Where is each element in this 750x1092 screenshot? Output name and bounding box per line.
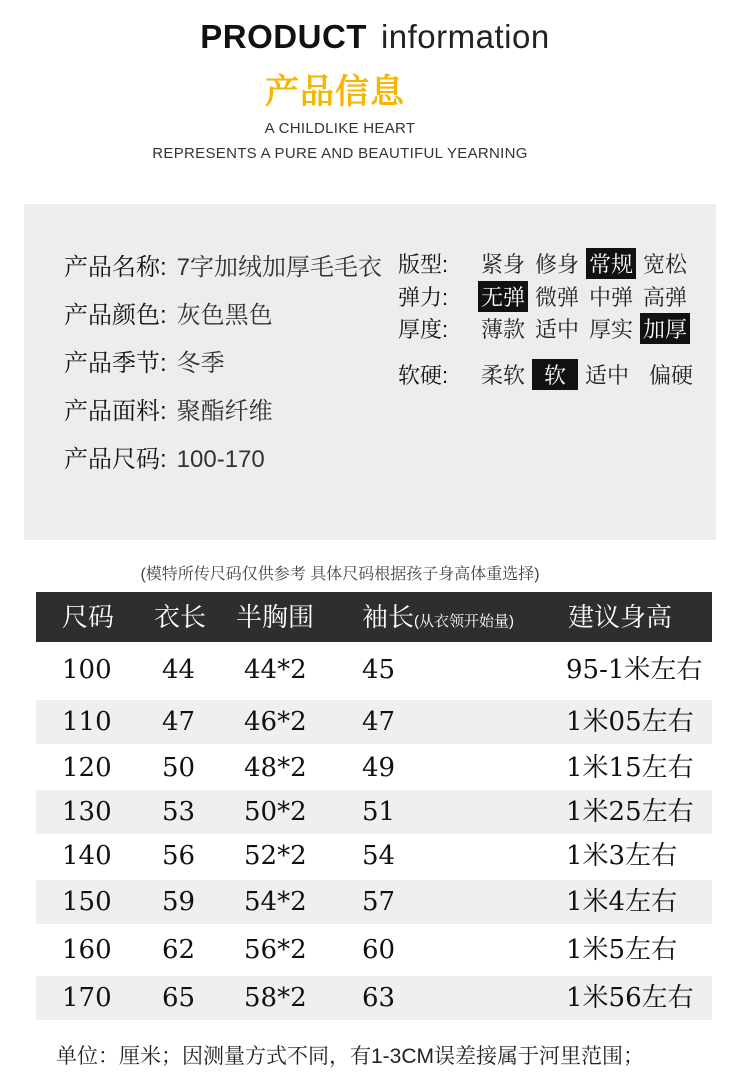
cell-height: 1米15左右 <box>566 753 694 783</box>
info-value: 7字加绒加厚毛毛衣 <box>176 254 383 281</box>
cell-size: 150 <box>62 887 112 917</box>
cell-size: 120 <box>62 753 112 783</box>
info-row-color <box>64 292 382 340</box>
cell-length: 56 <box>162 841 196 871</box>
cell-height: 1米05左右 <box>566 707 694 737</box>
attr-option: 适中 <box>535 316 580 342</box>
attr-option: 薄款 <box>481 316 526 342</box>
cell-height: 1米4左右 <box>566 887 678 917</box>
cell-chest: 58*2 <box>244 983 307 1013</box>
cell-chest: 48*2 <box>244 753 307 783</box>
attr-option: 微弹 <box>535 284 580 310</box>
info-label: 产品季节: <box>64 350 167 377</box>
page-title <box>0 18 750 56</box>
info-row-size <box>64 436 382 484</box>
cell-sleeve: 60 <box>362 935 396 965</box>
info-row-season <box>64 340 382 388</box>
title-chinese: 产品信息 <box>265 73 405 111</box>
cell-height: 1米25左右 <box>566 797 694 827</box>
attr-row-elasticity <box>398 280 700 312</box>
header-chest: 半胸围 <box>236 602 315 632</box>
info-label: 产品名称: <box>64 254 167 281</box>
cell-sleeve: 47 <box>362 707 396 737</box>
table-row <box>36 648 712 692</box>
cell-size: 130 <box>62 797 112 827</box>
header-sleeve <box>362 592 514 642</box>
cell-length: 44 <box>162 655 196 685</box>
attr-label: 版型: <box>398 251 449 277</box>
cell-sleeve: 49 <box>362 753 396 783</box>
cell-size: 170 <box>62 983 112 1013</box>
info-label: 产品尺码: <box>64 446 167 473</box>
table-row <box>36 790 712 834</box>
header-sleeve-label: 袖长 <box>362 602 415 632</box>
title-bold: PRODUCT <box>200 18 367 55</box>
header-height: 建议身高 <box>568 602 673 632</box>
cell-sleeve: 57 <box>362 887 396 917</box>
cell-sleeve: 51 <box>362 797 396 827</box>
info-value: 冬季 <box>176 350 225 377</box>
product-attributes <box>398 246 700 396</box>
attr-row-fit <box>398 246 700 280</box>
attr-option: 柔软 <box>481 362 526 388</box>
cell-size: 160 <box>62 935 112 965</box>
cell-height: 95-1米左右 <box>566 655 703 685</box>
info-label: 产品颜色: <box>64 302 167 329</box>
info-value: 灰色黑色 <box>176 302 273 329</box>
attr-row-thickness <box>398 312 700 344</box>
subtitle-line-2: REPRESENTS A PURE AND BEAUTIFUL YEARNING <box>152 145 528 162</box>
header-length: 衣长 <box>154 602 207 632</box>
cell-chest: 56*2 <box>244 935 307 965</box>
cell-height: 1米56左右 <box>566 983 694 1013</box>
subtitle-line-1: A CHILDLIKE HEART <box>264 120 416 137</box>
attr-label: 软硬: <box>398 362 449 388</box>
cell-chest: 46*2 <box>244 707 307 737</box>
cell-length: 65 <box>162 983 196 1013</box>
cell-height: 1米5左右 <box>566 935 678 965</box>
attr-option: 厚实 <box>589 316 634 342</box>
attr-label: 厚度: <box>398 316 449 342</box>
header-sleeve-note: (从衣领开始量) <box>414 613 515 630</box>
table-row <box>36 700 712 744</box>
cell-sleeve: 63 <box>362 983 396 1013</box>
cell-size: 140 <box>62 841 112 871</box>
table-row <box>36 834 712 878</box>
attr-option: 修身 <box>535 251 580 277</box>
cell-chest: 54*2 <box>244 887 307 917</box>
info-value: 100-170 <box>176 446 265 473</box>
cell-height: 1米3左右 <box>566 841 678 871</box>
size-table-header <box>36 592 712 642</box>
cell-chest: 52*2 <box>244 841 307 871</box>
product-info-box <box>24 204 716 540</box>
header <box>0 0 750 200</box>
header-size: 尺码 <box>62 602 115 632</box>
attr-option: 偏硬 <box>649 362 694 388</box>
table-row <box>36 928 712 972</box>
cell-size: 100 <box>62 655 112 685</box>
attr-option: 宽松 <box>643 251 688 277</box>
attr-option: 常规 <box>586 248 636 279</box>
cell-chest: 44*2 <box>244 655 307 685</box>
cell-sleeve: 45 <box>362 655 396 685</box>
size-note: (模特所传尺码仅供参考 具体尺码根据孩子身高体重选择) <box>140 566 540 583</box>
attr-row-softness <box>398 352 700 396</box>
attr-label: 弹力: <box>398 284 449 310</box>
cell-sleeve: 54 <box>362 841 396 871</box>
table-row <box>36 746 712 790</box>
info-label: 产品面料: <box>64 398 167 425</box>
attr-option: 加厚 <box>640 313 690 344</box>
product-info-list <box>64 244 382 484</box>
cell-length: 62 <box>162 935 196 965</box>
attr-option: 中弹 <box>589 284 634 310</box>
attr-option: 适中 <box>585 362 630 388</box>
attr-option: 无弹 <box>478 281 528 312</box>
table-row <box>36 880 712 924</box>
info-row-name <box>64 244 382 292</box>
title-light: information <box>380 18 550 55</box>
cell-length: 53 <box>162 797 196 827</box>
attr-option: 高弹 <box>643 284 688 310</box>
cell-chest: 50*2 <box>244 797 307 827</box>
info-value: 聚酯纤维 <box>176 398 273 425</box>
footer-note: 单位：厘米；因测量方式不同，有1-3CM误差接属于河里范围； <box>56 1045 645 1068</box>
cell-size: 110 <box>62 707 112 737</box>
cell-length: 47 <box>162 707 196 737</box>
info-row-fabric <box>64 388 382 436</box>
table-row <box>36 976 712 1020</box>
attr-option: 软 <box>532 359 578 390</box>
cell-length: 59 <box>162 887 196 917</box>
attr-option: 紧身 <box>481 251 526 277</box>
cell-length: 50 <box>162 753 196 783</box>
